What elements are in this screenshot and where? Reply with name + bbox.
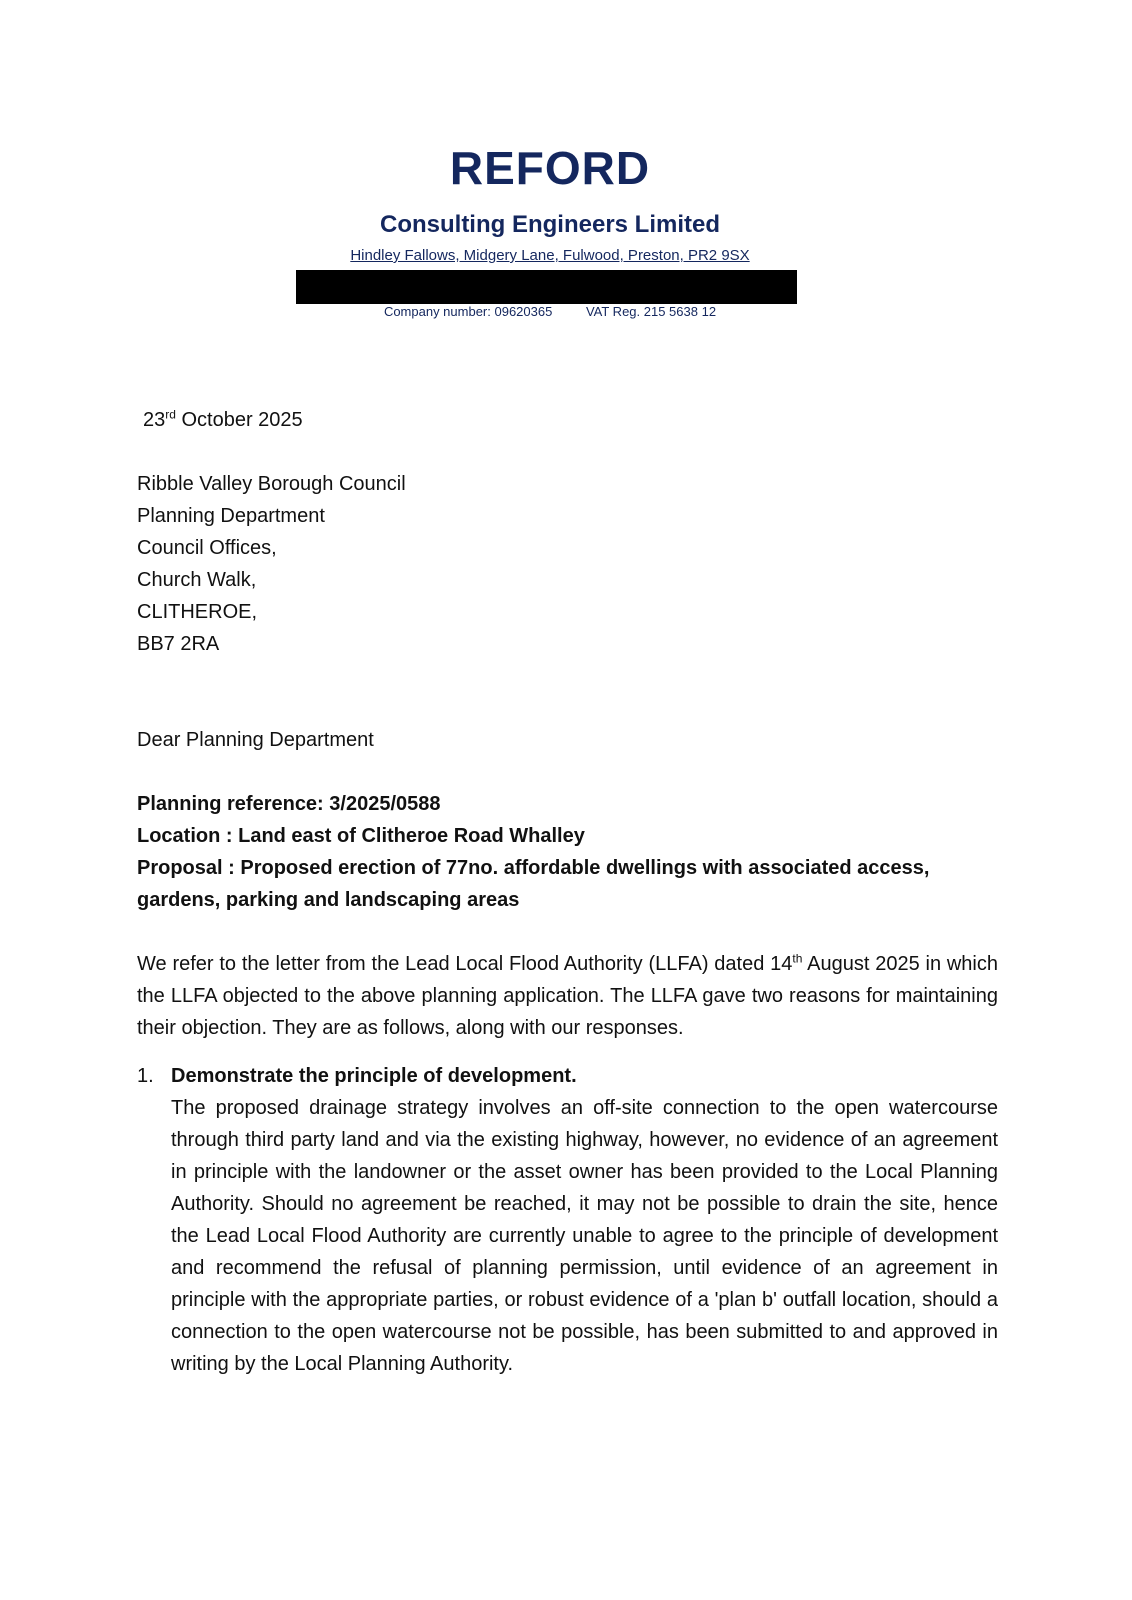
list-text: The proposed drainage strategy involves an off-site connection to the open watercourse through third party land and via the existing highway, however, no evidence of an agreement in principle with the landowner or the asset owner has been provided to the Local Planning Authority. Should no agreement be reached, it may not be possible to drain the site, hence the Lead Local Flood Authority are currently unable to agree to the principle of development and recommend the refusal of planning permission, until evidence of an agreement in principle with the appropriate parties, or robust evidence of a 'plan b' outfall location, should a connection to the open watercourse not be possible, has been submitted to and approved in writing by the Local Planning Authority. (171, 1097, 998, 1375)
vat-registration: VAT Reg. 215 5638 12 (585, 304, 717, 319)
list-heading: Demonstrate the principle of development. (171, 1065, 577, 1087)
intro-text: We refer to the letter from the Lead Local Flood Authority (LLFA) dated 14 (137, 953, 793, 975)
list-item (137, 1060, 998, 1380)
recipient-line: Council Offices, (137, 537, 277, 559)
redaction-bar (296, 270, 797, 304)
response-list (137, 1060, 998, 1380)
company-name: REFORD (449, 142, 651, 194)
recipient-line: BB7 2RA (137, 633, 220, 655)
list-content (171, 1060, 998, 1380)
intro-text-continued: August 2025 in which the LLFA objected to the above planning application. The LLFA gave two reasons for maintaining their objection. They are as follows, along with our responses. (137, 953, 998, 1039)
company-address: Hindley Fallows, Midgery Lane, Fulwood, Preston, PR2 9SX (350, 247, 750, 264)
intro-paragraph (137, 948, 998, 1044)
company-registration (0, 304, 1100, 319)
company-number: Company number: 09620365 (383, 304, 553, 319)
recipient-line: Planning Department (137, 505, 325, 527)
letterhead (0, 140, 1100, 266)
recipient-line: CLITHEROE, (137, 601, 258, 623)
proposal: Proposal : Proposed erection of 77no. affordable dwellings with associated access, gardens, parking and landscaping areas (137, 857, 930, 911)
salutation: Dear Planning Department (137, 729, 374, 751)
list-number: 1. (137, 1065, 154, 1087)
recipient-address (137, 468, 998, 660)
location: Location : Land east of Clitheroe Road Whalley (137, 825, 585, 847)
letter-date (143, 404, 1004, 436)
company-subtitle: Consulting Engineers Limited (379, 211, 721, 238)
date-month-year: October 2025 (175, 409, 303, 431)
reference-block (137, 788, 998, 916)
date-day: 23 (143, 409, 166, 431)
recipient-line: Church Walk, (137, 569, 257, 591)
date-suffix: rd (165, 407, 176, 422)
planning-reference: Planning reference: 3/2025/0588 (137, 793, 441, 815)
intro-superscript: th (792, 951, 803, 966)
recipient-line: Ribble Valley Borough Council (137, 473, 406, 495)
